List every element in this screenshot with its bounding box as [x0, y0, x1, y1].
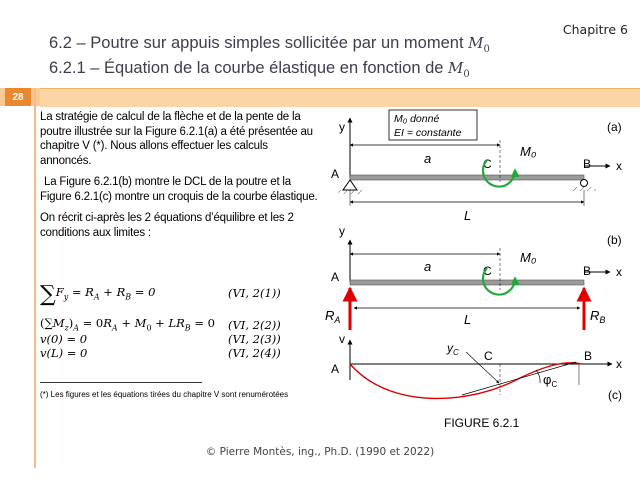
label-B-b: B	[583, 264, 592, 278]
phiC-arc	[536, 370, 540, 383]
paragraph-3: On récrit ci-après les 2 équations d’équilibre et les 2 conditions aux limites :	[40, 212, 294, 239]
panel-b-label: (b)	[607, 233, 622, 247]
dim-L-label-a: L	[464, 208, 472, 223]
moment-label-a: M₀	[520, 144, 537, 159]
panel-c-label: (c)	[608, 388, 622, 402]
equation-3-label: (VI, 2(3))	[228, 332, 281, 346]
label-A-a: A	[331, 167, 340, 181]
label-C-b: C	[483, 264, 492, 278]
panel-a-label: (a)	[607, 120, 622, 134]
label-C-a: C	[483, 157, 492, 171]
y-label-a: y	[339, 120, 345, 134]
label-C-c: C	[484, 349, 493, 363]
pin-support-a	[343, 180, 357, 190]
footnote: (*) Les figures et les équations tirées du chapitre V sont renumérotées	[40, 390, 289, 399]
panel-a	[331, 110, 622, 223]
equation-4: v(L) = 0	[40, 346, 88, 360]
x-label-a: x	[616, 159, 622, 173]
reaction-RA-label: $R_A$	[325, 308, 341, 325]
panel-b	[325, 224, 622, 330]
equation-1: $\sum F_y = R_A + R_B = 0$	[40, 282, 156, 307]
moment-label-b: M₀	[520, 250, 537, 265]
dim-a-label-b: a	[424, 259, 432, 274]
yC-arrow	[466, 352, 499, 383]
page-number: 28	[5, 88, 31, 106]
tangent-at-C	[462, 362, 576, 395]
reaction-RB-label: $R_B$	[590, 308, 606, 325]
roller-support-b	[581, 180, 588, 187]
dim-L-label-b: L	[464, 312, 472, 327]
x-label-c: x	[616, 357, 622, 371]
copyright: © Pierre Montès, ing., Ph.D. (1990 et 2022)	[205, 446, 435, 458]
x-label-b: x	[616, 265, 622, 279]
equation-2-label: (VI, 2(2))	[228, 318, 281, 332]
chapter-label: Chapitre 6	[562, 22, 628, 37]
beam-b	[350, 280, 584, 285]
dim-a-label: a	[424, 151, 432, 166]
info-box-line-1: M₀ donné	[394, 113, 440, 125]
info-box-line-2: EI = constante	[394, 127, 462, 139]
equation-2: $(\sum M_z)_A = 0R_A + M_0 + LR_B = 0$	[40, 316, 215, 333]
label-A-c: A	[331, 362, 340, 376]
label-B-c: B	[584, 349, 593, 363]
y-label-b: y	[339, 224, 345, 238]
phiC-label: $\varphi_C$	[543, 372, 558, 389]
yC-label: $y_C$	[447, 341, 459, 357]
paragraph-1: La stratégie de calcul de la flèche et de la pente de la poutre illustrée sur la Figure 6.2.1(a) a été présentée au chapitre V (*). Nous allons effectuer les calculs annoncés.	[40, 111, 313, 167]
paragraph-2: La Figure 6.2.1(b) montre le DCL de la poutre et la Figure 6.2.1(c) montre un croquis de la courbe élastique.	[40, 176, 318, 203]
figure-caption: FIGURE 6.2.1	[444, 416, 520, 430]
title-line-1: 6.2 – Poutre sur appuis simples sollicitée par un moment $M_0$	[49, 34, 490, 55]
label-A-b: A	[331, 270, 340, 284]
equation-4-label: (VI, 2(4))	[228, 346, 281, 360]
title-line-2: 6.2.1 – Équation de la courbe élastique en fonction de $M_0$	[49, 59, 470, 80]
label-B-a: B	[583, 157, 592, 171]
v-label-c: v	[339, 332, 345, 346]
equation-3: v(0) = 0	[40, 332, 88, 346]
beam-a	[350, 175, 584, 180]
panel-c	[331, 332, 622, 402]
equation-1-label: (VI, 2(1))	[228, 286, 281, 300]
